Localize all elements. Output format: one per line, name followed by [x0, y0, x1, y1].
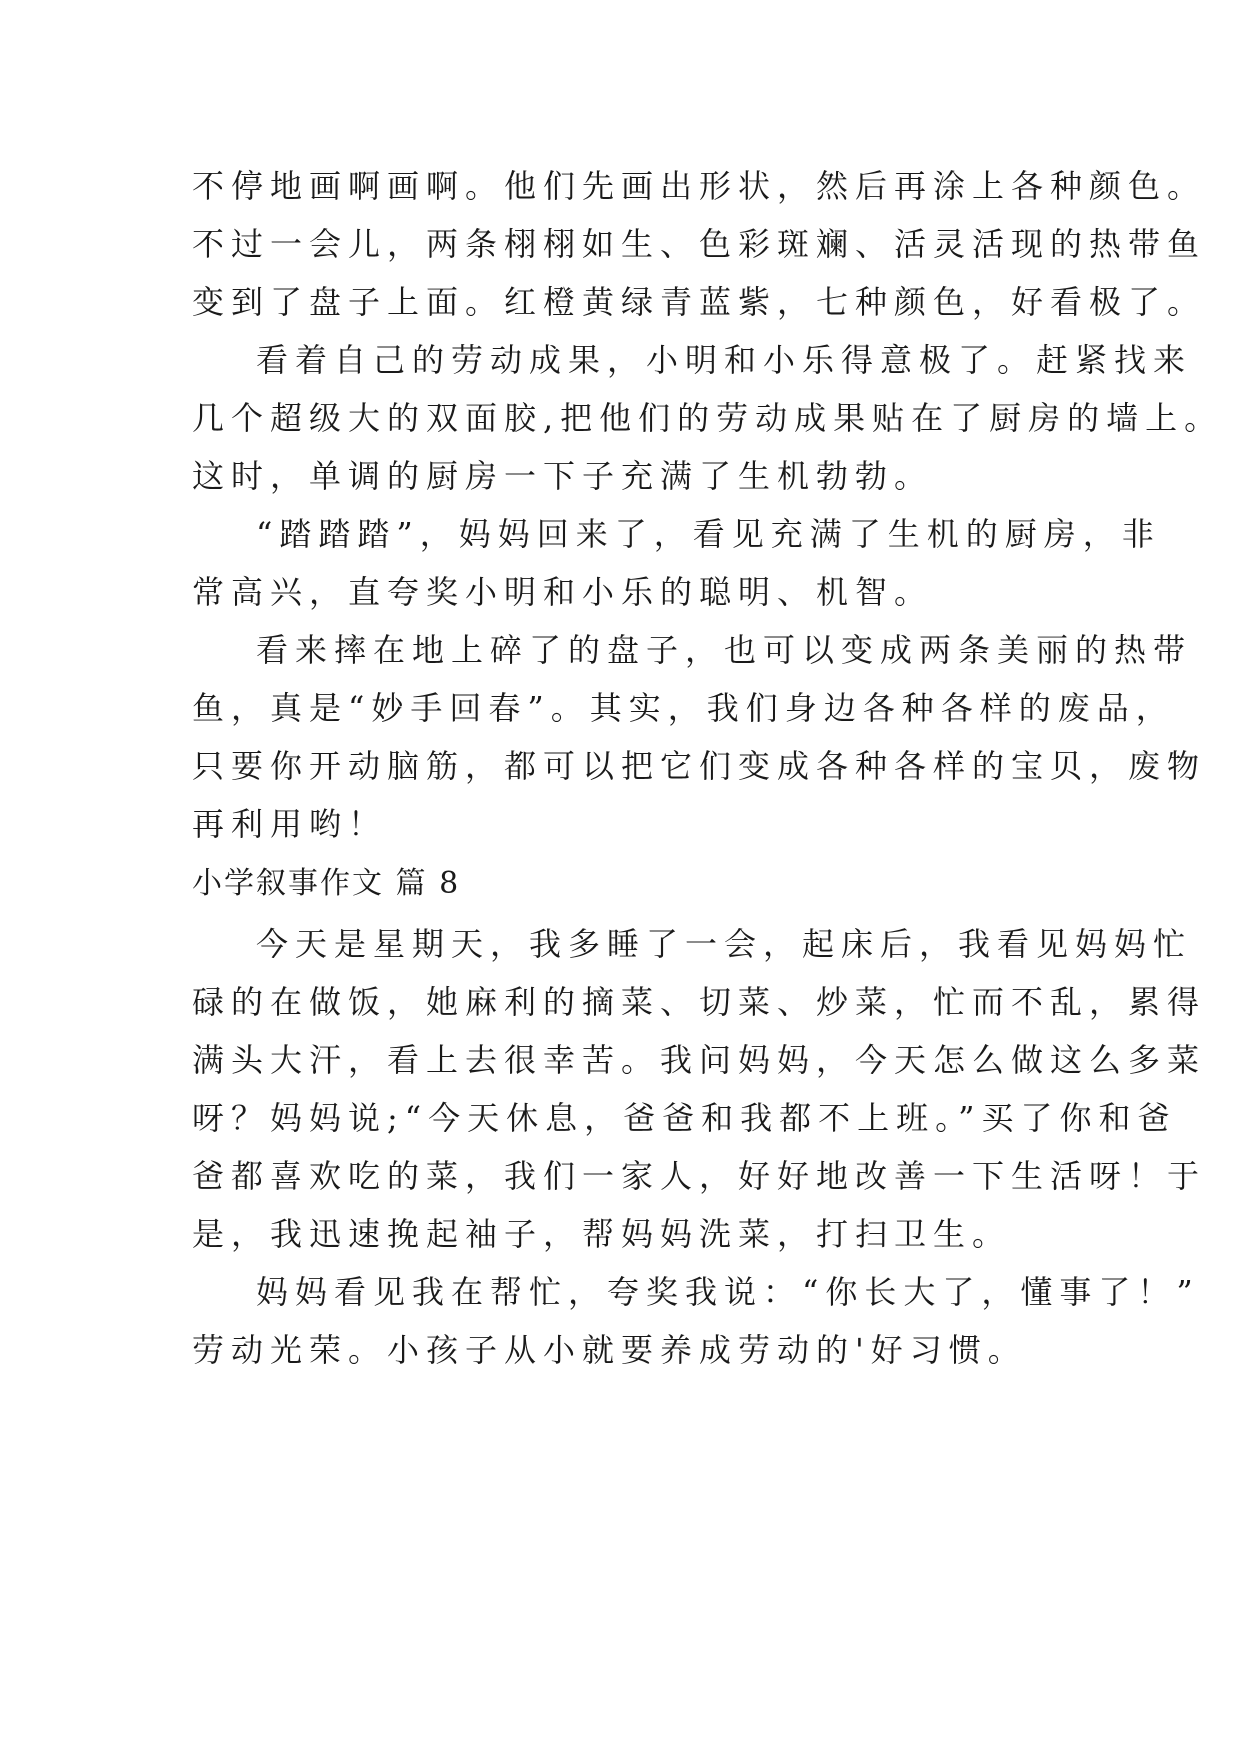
paragraph-line: 不停地画啊画啊。他们先画出形状，然后再涂上各种颜色。	[192, 167, 1207, 205]
paragraph-line: 今天是星期天，我多睡了一会，起床后，我看见妈妈忙	[256, 925, 1193, 963]
paragraph-line: 变到了盘子上面。红橙黄绿青蓝紫，七种颜色，好看极了。	[192, 283, 1207, 321]
paragraph-line: 几个超级大的双面胶,把他们的劳动成果贴在了厨房的墙上。	[192, 399, 1224, 437]
paragraph-line: 看着自己的劳动成果，小明和小乐得意极了。赶紧找来	[256, 341, 1193, 379]
paragraph-line: 爸都喜欢吃的菜，我们一家人，好好地改善一下生活呀！于	[192, 1157, 1207, 1195]
paragraph-line: 只要你开动脑筋，都可以把它们变成各种各样的宝贝，废物	[192, 747, 1207, 785]
paragraph-line: 妈妈看见我在帮忙，夸奖我说：“你长大了，懂事了！”	[256, 1273, 1200, 1311]
paragraph-line: 是，我迅速挽起袖子，帮妈妈洗菜，打扫卫生。	[192, 1215, 1012, 1253]
paragraph-line: 不过一会儿，两条栩栩如生、色彩斑斓、活灵活现的热带鱼	[192, 225, 1207, 263]
paragraph-line: “踏踏踏”，妈妈回来了，看见充满了生机的厨房，非	[256, 515, 1161, 553]
paragraph-line: 碌的在做饭，她麻利的摘菜、切菜、炒菜，忙而不乱，累得	[192, 983, 1207, 1021]
paragraph-line: 看来摔在地上碎了的盘子，也可以变成两条美丽的热带	[256, 631, 1193, 669]
paragraph-line: 常高兴，直夸奖小明和小乐的聪明、机智。	[192, 573, 934, 611]
paragraph-line: 劳动光荣。小孩子从小就要养成劳动的'好习惯。	[192, 1331, 1027, 1369]
paragraph-line: 鱼，真是“妙手回春”。其实，我们身边各种各样的废品，	[192, 689, 1175, 727]
paragraph-line: 这时，单调的厨房一下子充满了生机勃勃。	[192, 457, 934, 495]
paragraph-line: 满头大汗，看上去很幸苦。我问妈妈，今天怎么做这么多菜	[192, 1041, 1207, 1079]
section-heading: 小学叙事作文 篇 8	[192, 866, 461, 901]
paragraph-line: 再利用哟！	[192, 805, 388, 843]
paragraph-line: 呀？妈妈说;“今天休息，爸爸和我都不上班。”买了你和爸	[192, 1099, 1177, 1137]
